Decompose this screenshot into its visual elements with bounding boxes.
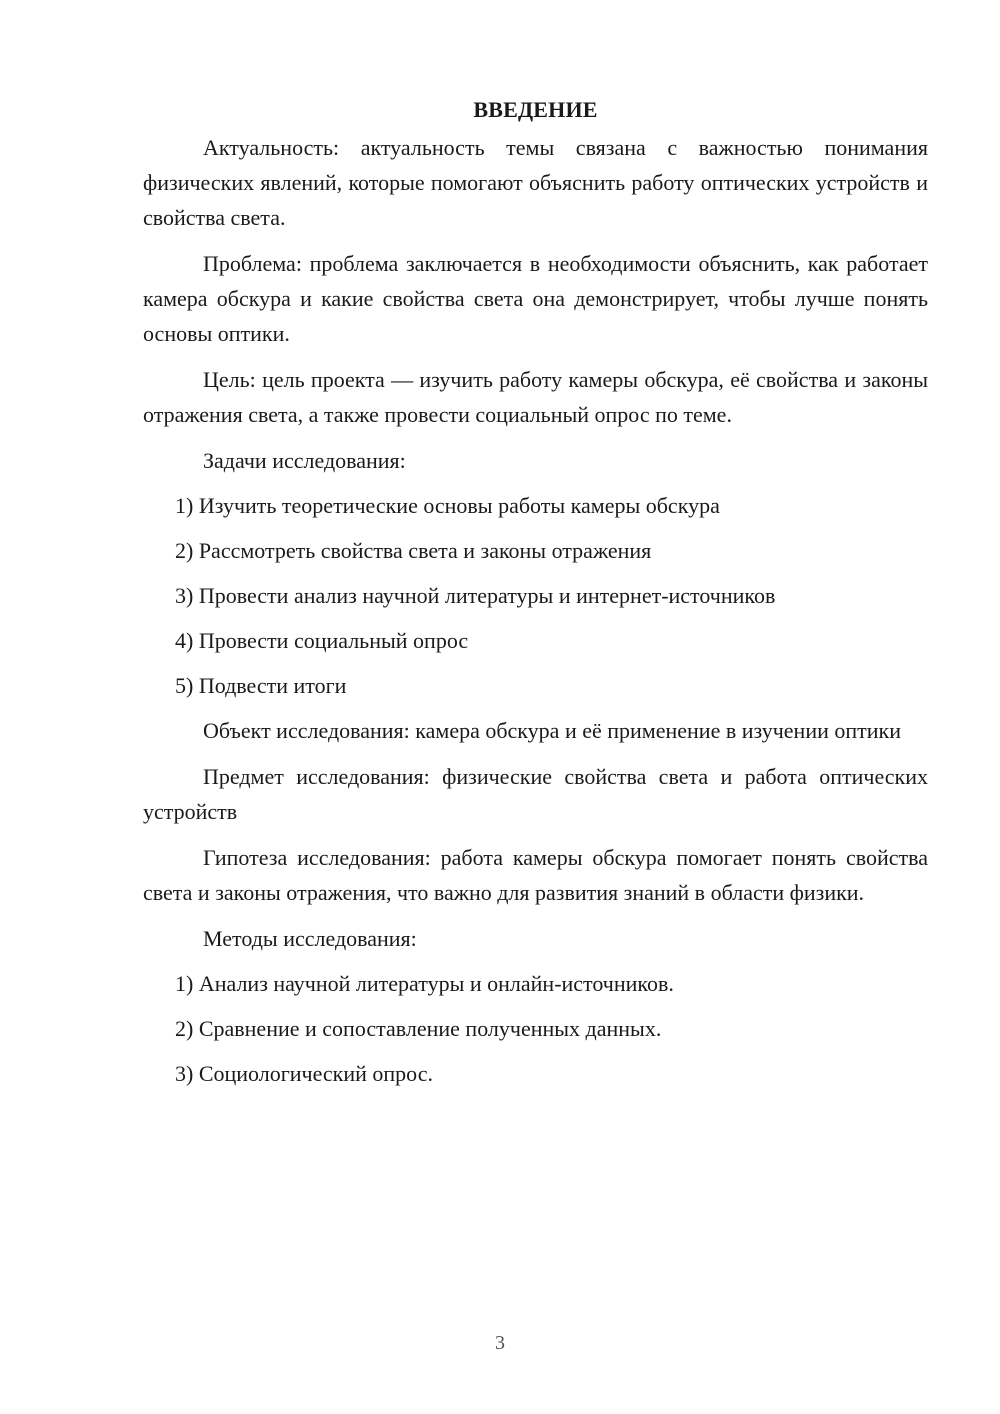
object-paragraph: Объект исследования: камера обскура и её применение в изучении оптики xyxy=(203,718,901,743)
methods-heading: Методы исследования: xyxy=(203,926,417,951)
list-item: 2) Сравнение и сопоставление полученных данных. xyxy=(175,1016,662,1041)
list-item: 1) Изучить теоретические основы работы камеры обскура xyxy=(175,493,720,518)
list-item: 3) Провести анализ научной литературы и интернет-источников xyxy=(175,583,776,608)
document-page xyxy=(143,92,928,1101)
relevance-paragraph: Актуальность: актуальность темы связана с важностью понимания физических явлений, которые помогают объяснить работу оптических устройств и свойства света. xyxy=(143,135,928,230)
section-title: ВВЕДЕНИЕ xyxy=(473,97,598,122)
list-item: 1) Анализ научной литературы и онлайн-источников. xyxy=(175,971,674,996)
tasks-heading: Задачи исследования: xyxy=(203,448,406,473)
list-item: 5) Подвести итоги xyxy=(175,673,347,698)
list-item: 2) Рассмотреть свойства света и законы отражения xyxy=(175,538,652,563)
goal-paragraph: Цель: цель проекта — изучить работу камеры обскура, её свойства и законы отражения света, а также провести социальный опрос по теме. xyxy=(143,367,928,427)
methods-list xyxy=(143,966,928,1091)
page-number: 3 xyxy=(495,1332,505,1354)
problem-paragraph: Проблема: проблема заключается в необходимости объяснить, как работает камера обскура и какие свойства света она демонстрирует, чтобы лучше понять основы оптики. xyxy=(143,251,928,346)
hypothesis-paragraph: Гипотеза исследования: работа камеры обскура помогает понять свойства света и законы отражения, что важно для развития знаний в области физики. xyxy=(143,845,928,905)
tasks-list xyxy=(143,488,928,703)
subject-paragraph: Предмет исследования: физические свойства света и работа оптических устройств xyxy=(143,764,928,824)
list-item: 3) Социологический опрос. xyxy=(175,1061,433,1086)
list-item: 4) Провести социальный опрос xyxy=(175,628,469,653)
